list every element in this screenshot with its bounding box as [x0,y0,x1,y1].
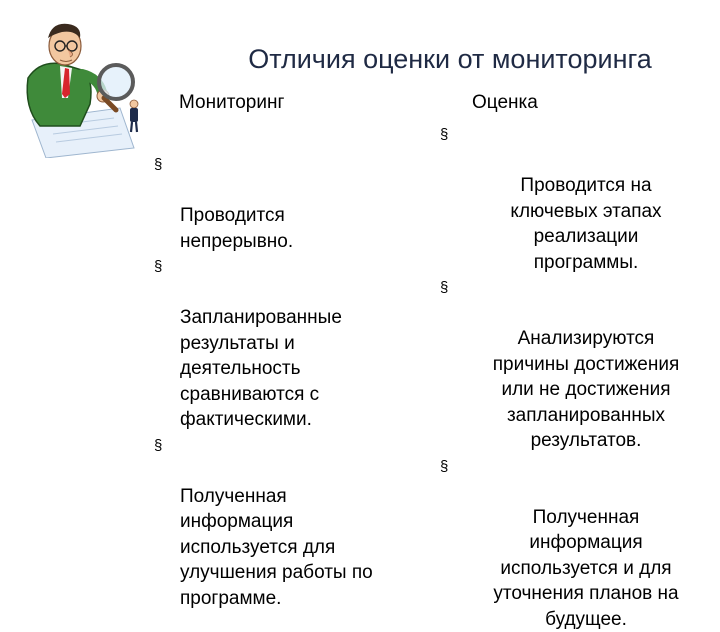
bullet-text: Полученная информация используется для улучшения работы по программе. [180,486,373,609]
bullet-text: Запланированные результаты и деятельность сравниваются с фактическими. [180,307,342,430]
monitoring-heading: Мониторинг [152,90,420,115]
bullet-marker: § [440,454,456,480]
list-item [438,122,700,275]
bullet-marker: § [154,152,170,178]
list-item [152,152,420,254]
evaluation-column [438,90,700,632]
evaluation-heading: Оценка [438,90,700,115]
inspector-with-magnifier-icon [10,8,150,158]
slide-title: Отличия оценки от мониторинга [200,42,700,76]
list-item [438,454,700,632]
monitoring-bullet-list [152,152,420,611]
bullet-marker: § [440,275,456,301]
bullet-text: Полученная информация используется и для уточнения планов на будущее. [493,507,678,630]
bullet-marker: § [154,433,170,459]
bullet-text: Проводится непрерывно. [180,205,293,252]
evaluation-bullet-list [438,122,700,632]
bullet-marker: § [154,254,170,280]
monitoring-column [152,90,420,611]
bullet-marker: § [440,122,456,148]
list-item [438,275,700,454]
bullet-text: Проводится на ключевых этапах реализации программы. [510,175,661,273]
list-item [152,254,420,433]
list-item [152,433,420,612]
bullet-text: Анализируются причины достижения или не достижения запланированных результатов. [493,328,680,451]
